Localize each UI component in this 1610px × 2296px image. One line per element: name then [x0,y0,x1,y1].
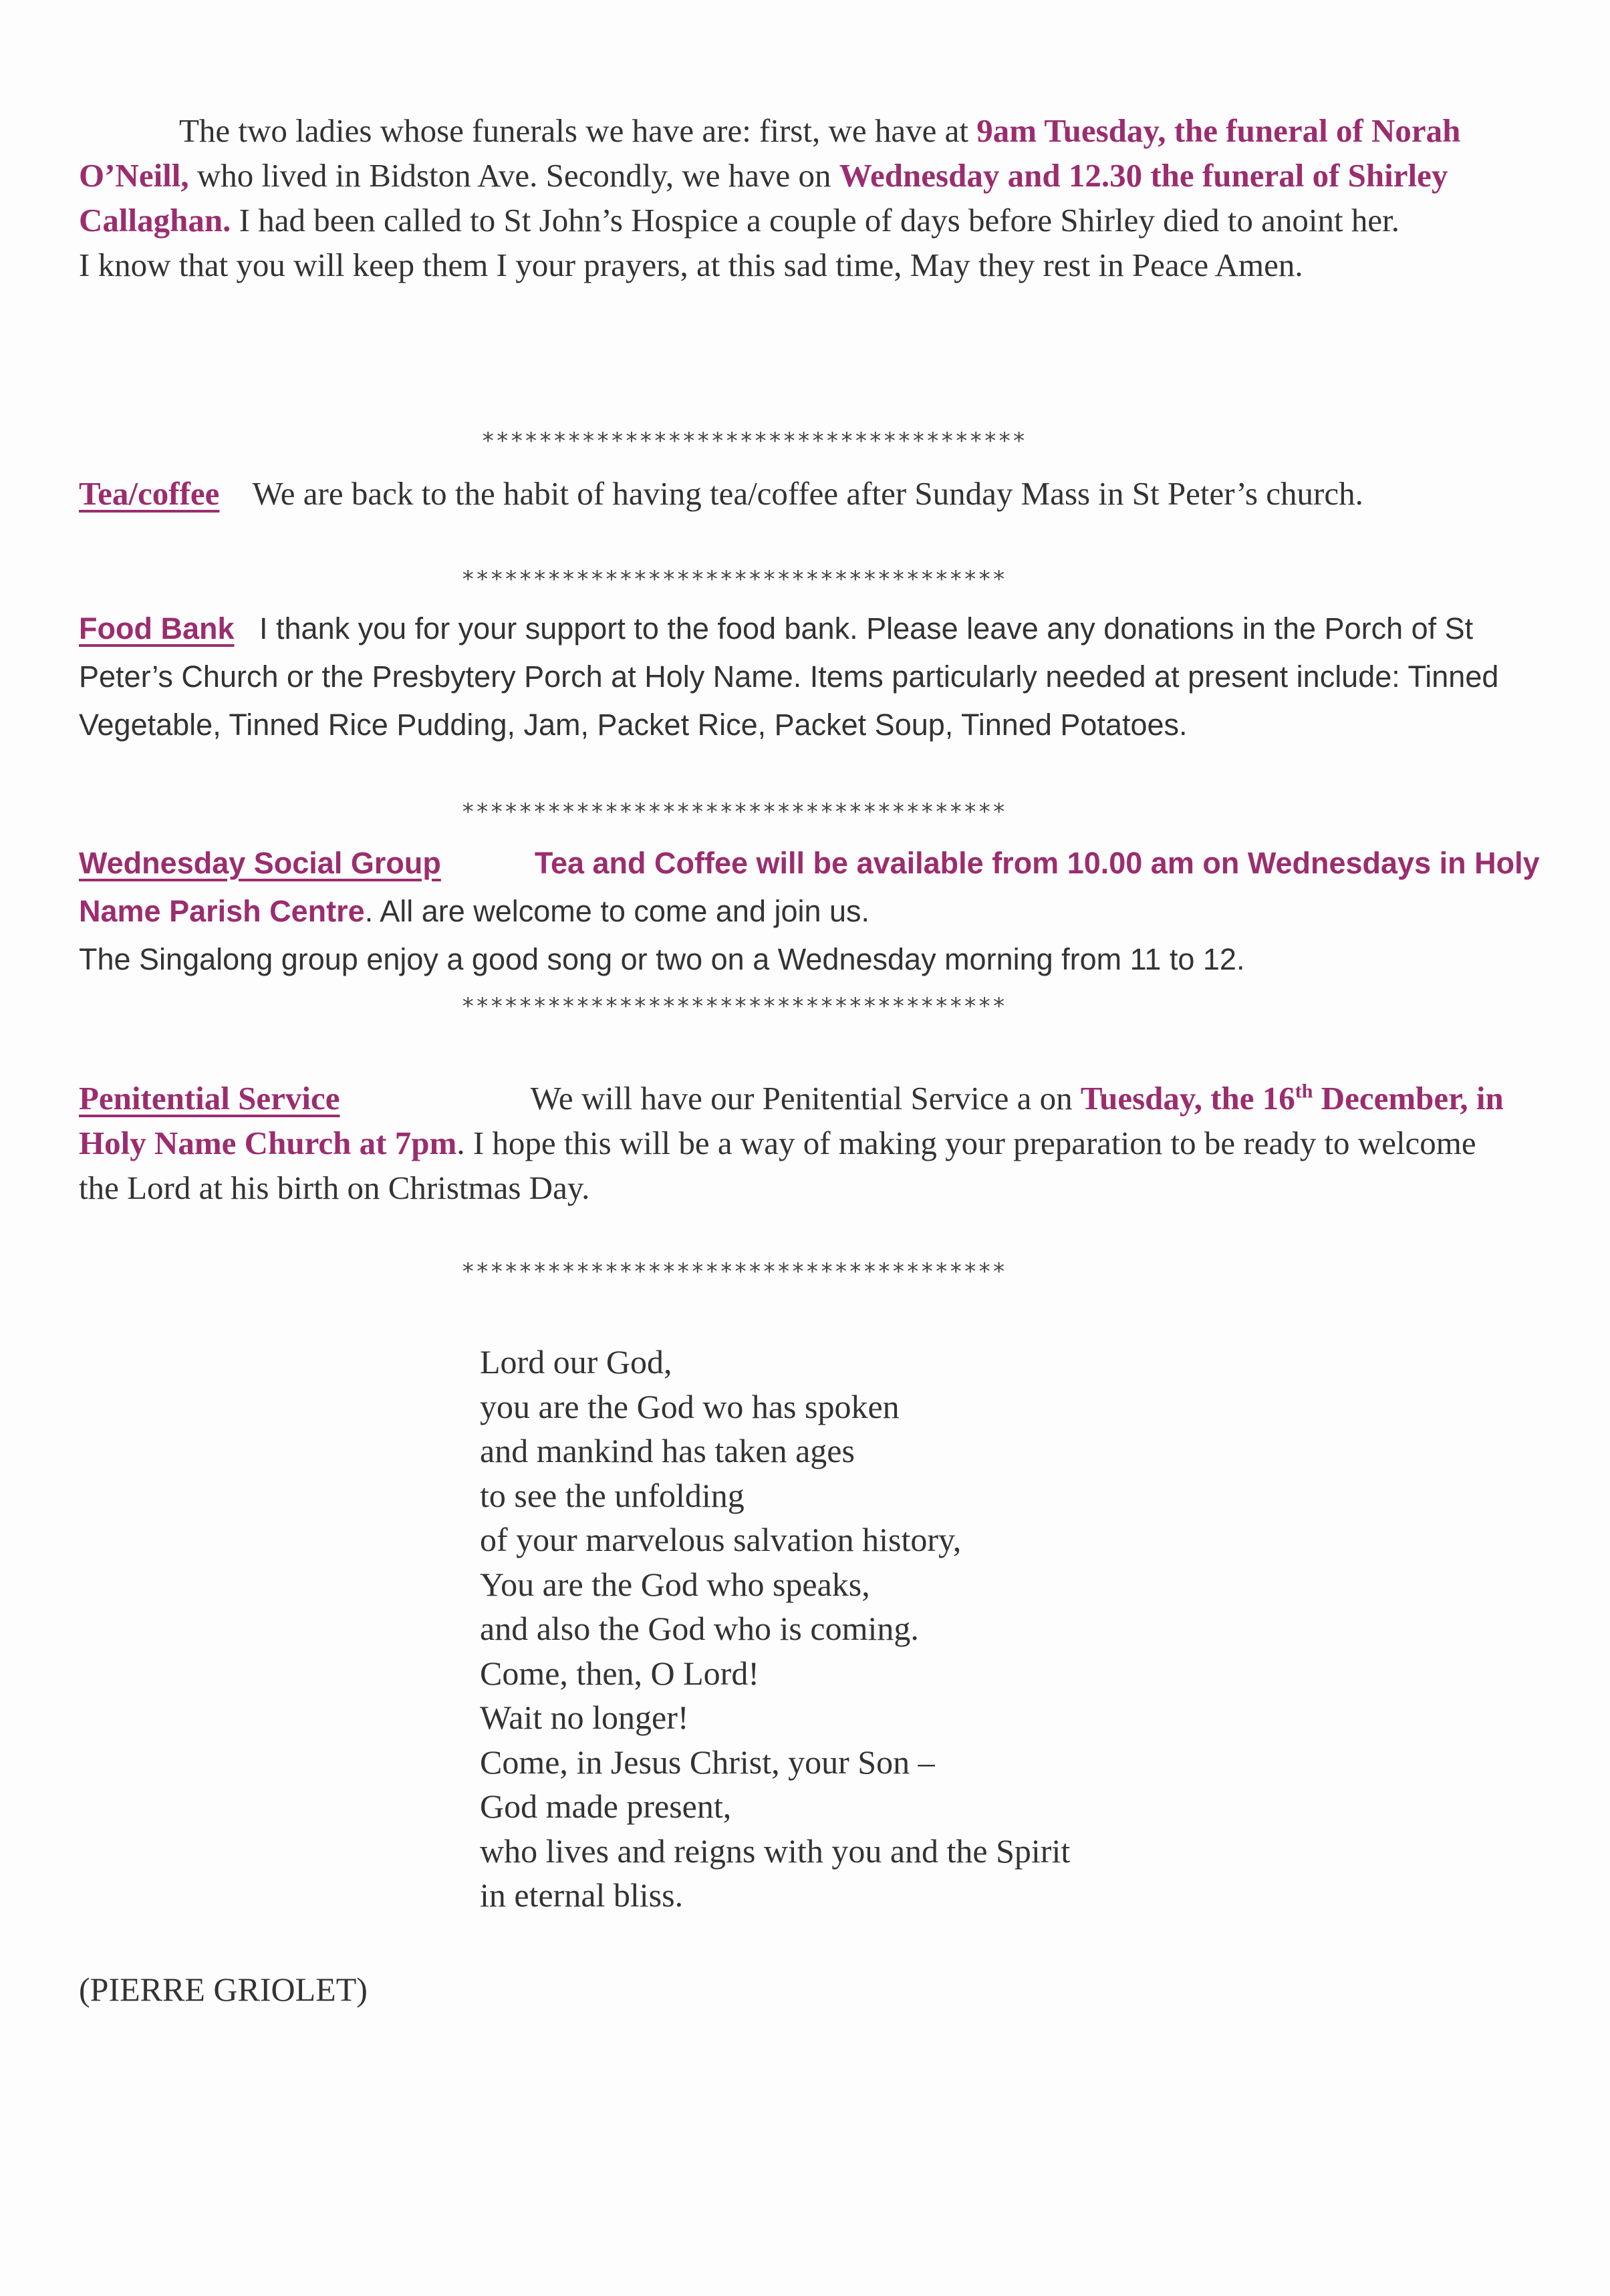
poem-line: in eternal bliss. [480,1876,684,1914]
penitential-section [79,1076,1516,1210]
tea-coffee-text: We are back to the habit of having tea/coffee after Sunday Mass in St Peter’s church. [252,475,1363,512]
poem-line: Come, in Jesus Christ, your Son – [480,1743,935,1781]
poem-line: and also the God who is coming. [480,1610,919,1647]
poem-line: you are the God wo has spoken [480,1387,900,1425]
social-group-heading: Wednesday Social Group [79,846,441,880]
poem-author: (PIERRE GRIOLET) [79,1971,368,2008]
separator-1: ************************************** [481,428,1027,454]
food-bank-text: I thank you for your support to the food bank. Please leave any donations in the Porch of St Peter’s Church or the Presbytery Porch at Holy Name. Items particularly needed at present include: Tinned Vegetable, Tinned Rice Pudding, Jam, Packet Rice, Packet Soup, Tinned Potatoes. [79,611,1499,742]
poem-line: of your marvelous salvation history, [480,1521,962,1558]
food-bank-section [79,605,1563,749]
food-bank-heading: Food Bank [79,611,235,645]
separator-2: ************************************** [461,566,1007,593]
poem-line: who lives and reigns with you and the Spirit [480,1832,1071,1870]
poem-line: and mankind has taken ages [480,1432,855,1469]
poem-line: Wait no longer! [480,1699,689,1736]
penitential-heading: Penitential Service [79,1080,340,1117]
poem-line: God made present, [480,1787,732,1825]
penitential-date-a: Tuesday, the 16 [1080,1080,1295,1117]
poem-line: You are the God who speaks, [480,1565,870,1603]
funerals-mid: who lived in Bidston Ave. Secondly, we have on [188,157,839,194]
social-group-text: . All are welcome to come and join us. [364,894,870,928]
shirley-funeral-details: Wednesday and 12.30 the funeral of Shirley Callaghan. [79,157,1448,239]
poem-line: to see the unfolding [480,1476,745,1514]
separator-5: ************************************** [461,1258,1007,1285]
tea-coffee-section [79,471,1502,516]
separator-3: ************************************** [461,799,1007,825]
penitential-date-sup: th [1295,1080,1313,1103]
social-group-section [79,839,1563,984]
funerals-prayer: I know that you will keep them I your prayers, at this sad time, May they rest in Peace Amen. [79,247,1303,283]
poem-line: Come, then, O Lord! [480,1654,759,1692]
singalong-text: The Singalong group enjoy a good song or two on a Wednesday morning from 11 to 12. [79,942,1245,976]
funerals-rest: I had been called to St John’s Hospice a couple of days before Shirley died to anoint her. [231,202,1399,239]
prayer-poem [480,1340,1349,1918]
separator-4: ************************************** [461,993,1007,1020]
norah-funeral-details: 9am Tuesday, the funeral of Norah O’Neill, [79,112,1461,194]
poem-line: Lord our God, [480,1343,672,1381]
penitential-date-b: December, in Holy Name Church at 7pm [79,1080,1504,1161]
tea-coffee-heading: Tea/coffee [79,475,220,512]
penitential-rest: . I hope this will be a way of making your preparation to be ready to welcome the Lord at his birth on Christmas Day. [79,1125,1476,1206]
funerals-intro: The two ladies whose funerals we have are: first, we have at [179,112,977,149]
social-group-emph: Tea and Coffee will be available from 10.00 am on Wednesdays in Holy Name Parish Centre [79,846,1540,928]
penitential-intro: We will have our Penitential Service a on [530,1080,1081,1117]
funerals-paragraph [79,108,1516,287]
